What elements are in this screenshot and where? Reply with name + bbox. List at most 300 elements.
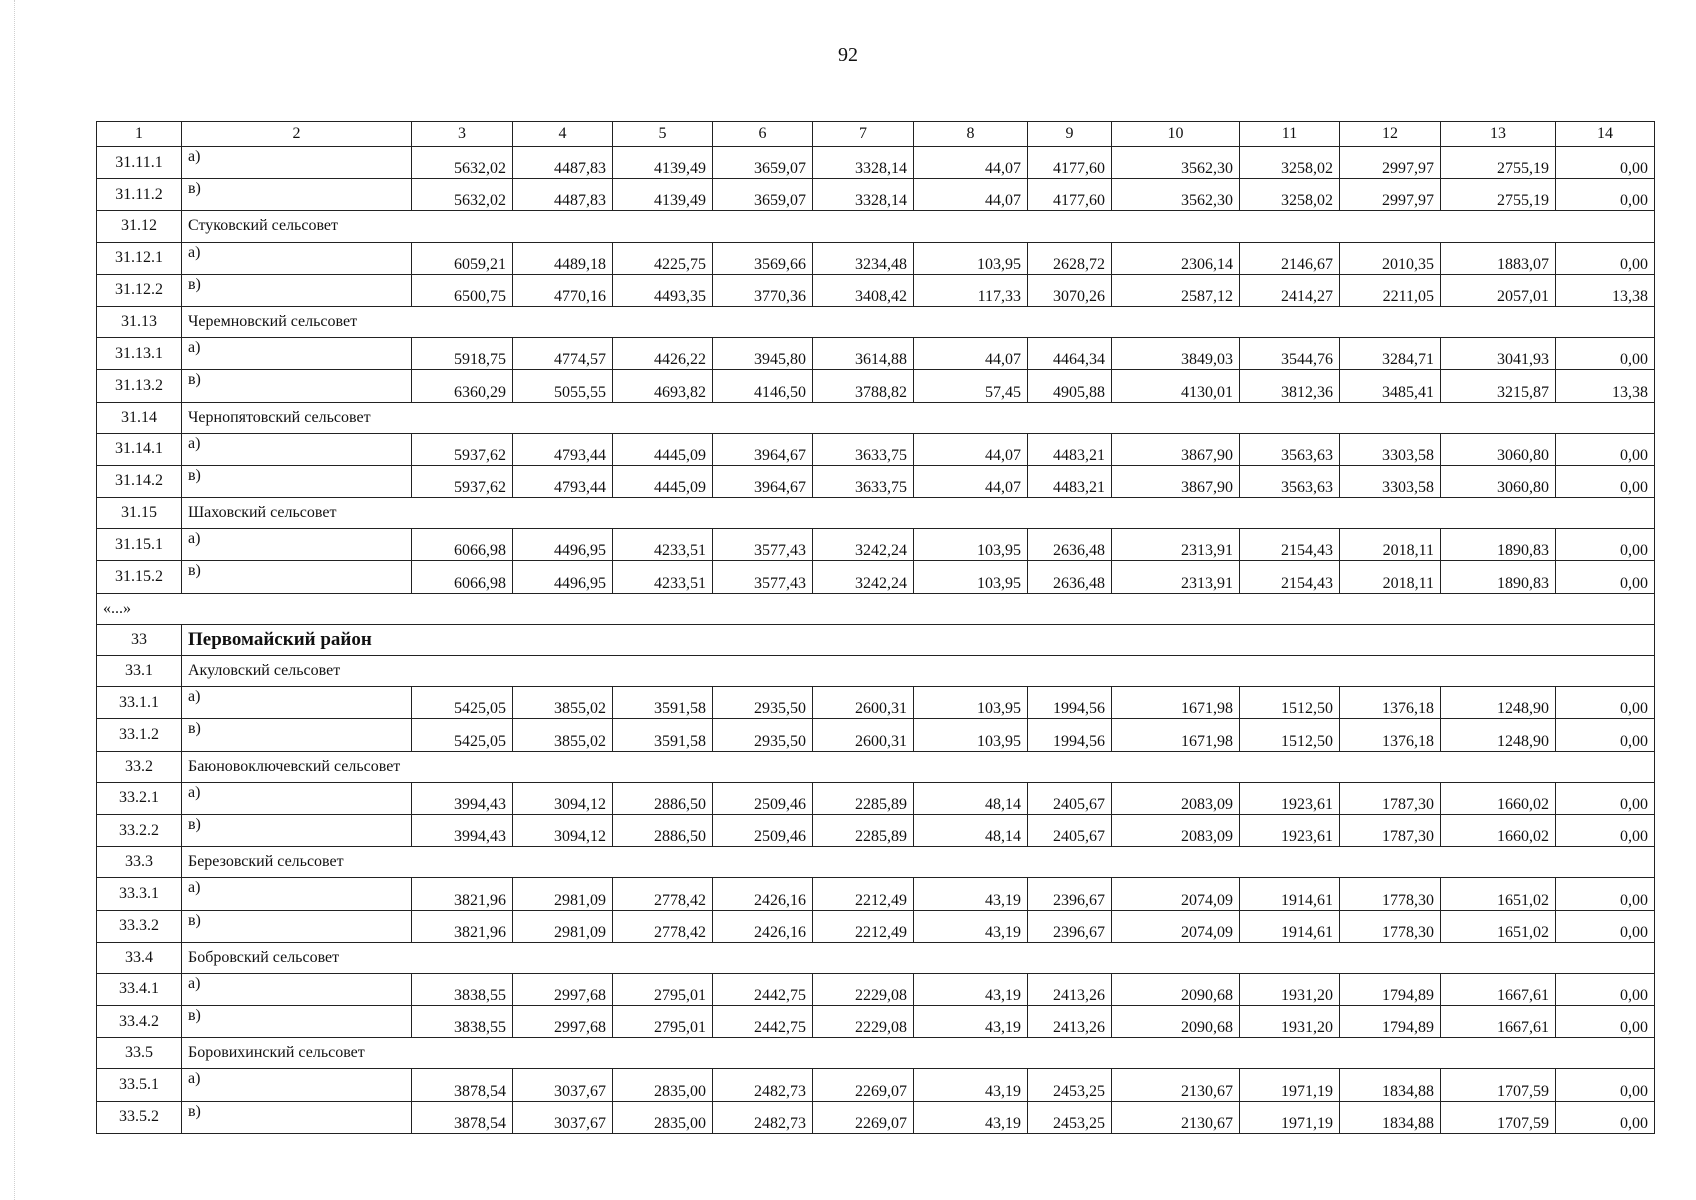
column-number-row — [97, 122, 1655, 147]
value-cell: 2426,16 — [713, 910, 813, 942]
council-code: 33.5 — [97, 1038, 182, 1069]
row-variant-label: в) — [182, 814, 412, 846]
value-cell: 3964,67 — [713, 433, 813, 465]
value-cell: 3867,90 — [1112, 433, 1240, 465]
value-cell: 4793,44 — [513, 465, 613, 497]
row-variant-label: в) — [182, 179, 412, 211]
value-cell: 3614,88 — [813, 338, 914, 370]
row-code: 33.1.2 — [97, 719, 182, 751]
value-cell: 2414,27 — [1240, 274, 1340, 306]
value-cell: 0,00 — [1556, 338, 1655, 370]
value-cell: 2083,09 — [1112, 814, 1240, 846]
value-cell: 4177,60 — [1028, 147, 1112, 179]
table-row — [97, 719, 1655, 751]
value-cell: 43,19 — [914, 1006, 1028, 1038]
council-header-row — [97, 847, 1655, 878]
value-cell: 1890,83 — [1441, 529, 1556, 561]
value-cell: 3633,75 — [813, 465, 914, 497]
table-row — [97, 338, 1655, 370]
value-cell: 4233,51 — [613, 561, 713, 593]
value-cell: 2600,31 — [813, 687, 914, 719]
value-cell: 2997,68 — [513, 973, 613, 1005]
value-cell: 2509,46 — [713, 814, 813, 846]
value-cell: 2600,31 — [813, 719, 914, 751]
value-cell: 2981,09 — [513, 878, 613, 910]
council-code: 31.12 — [97, 211, 182, 242]
value-cell: 3838,55 — [412, 1006, 513, 1038]
value-cell: 3037,67 — [513, 1069, 613, 1101]
row-code: 31.15.1 — [97, 529, 182, 561]
row-code: 31.11.2 — [97, 179, 182, 211]
value-cell: 2453,25 — [1028, 1069, 1112, 1101]
row-code: 31.15.2 — [97, 561, 182, 593]
row-code: 33.4.2 — [97, 1006, 182, 1038]
value-cell: 43,19 — [914, 1101, 1028, 1133]
value-cell: 1512,50 — [1240, 719, 1340, 751]
council-header-row — [97, 751, 1655, 782]
value-cell: 1667,61 — [1441, 973, 1556, 1005]
value-cell: 3242,24 — [813, 561, 914, 593]
value-cell: 0,00 — [1556, 147, 1655, 179]
column-number-cell: 12 — [1340, 122, 1441, 147]
value-cell: 43,19 — [914, 973, 1028, 1005]
value-cell: 1834,88 — [1340, 1101, 1441, 1133]
value-cell: 3485,41 — [1340, 370, 1441, 402]
value-cell: 1651,02 — [1441, 878, 1556, 910]
table-row — [97, 370, 1655, 402]
value-cell: 4139,49 — [613, 147, 713, 179]
value-cell: 5055,55 — [513, 370, 613, 402]
value-cell: 3788,82 — [813, 370, 914, 402]
value-cell: 2313,91 — [1112, 561, 1240, 593]
column-number-cell: 6 — [713, 122, 813, 147]
council-code: 31.15 — [97, 498, 182, 529]
omission-marker: «...» — [97, 593, 1655, 624]
row-variant-label: а) — [182, 878, 412, 910]
value-cell: 1667,61 — [1441, 1006, 1556, 1038]
value-cell: 4225,75 — [613, 242, 713, 274]
value-cell: 1914,61 — [1240, 878, 1340, 910]
value-cell: 43,19 — [914, 910, 1028, 942]
value-cell: 1794,89 — [1340, 973, 1441, 1005]
column-number-cell: 8 — [914, 122, 1028, 147]
value-cell: 43,19 — [914, 1069, 1028, 1101]
value-cell: 2130,67 — [1112, 1101, 1240, 1133]
value-cell: 3867,90 — [1112, 465, 1240, 497]
council-name: Бобровский сельсовет — [182, 942, 1655, 973]
value-cell: 1994,56 — [1028, 687, 1112, 719]
value-cell: 2405,67 — [1028, 814, 1112, 846]
value-cell: 2886,50 — [613, 814, 713, 846]
row-variant-label: а) — [182, 338, 412, 370]
row-variant-label: а) — [182, 147, 412, 179]
row-variant-label: в) — [182, 370, 412, 402]
row-code: 33.5.1 — [97, 1069, 182, 1101]
value-cell: 4233,51 — [613, 529, 713, 561]
value-cell: 0,00 — [1556, 179, 1655, 211]
value-cell: 0,00 — [1556, 242, 1655, 274]
value-cell: 4146,50 — [713, 370, 813, 402]
table-row — [97, 910, 1655, 942]
table-body — [97, 122, 1655, 1134]
council-code: 33.3 — [97, 847, 182, 878]
value-cell: 4770,16 — [513, 274, 613, 306]
council-header-row — [97, 211, 1655, 242]
value-cell: 2413,26 — [1028, 1006, 1112, 1038]
value-cell: 0,00 — [1556, 973, 1655, 1005]
row-code: 33.1.1 — [97, 687, 182, 719]
value-cell: 6066,98 — [412, 561, 513, 593]
value-cell: 2997,97 — [1340, 179, 1441, 211]
value-cell: 6059,21 — [412, 242, 513, 274]
value-cell: 13,38 — [1556, 370, 1655, 402]
row-variant-label: в) — [182, 561, 412, 593]
council-header-row — [97, 942, 1655, 973]
value-cell: 2212,49 — [813, 910, 914, 942]
value-cell: 3037,67 — [513, 1101, 613, 1133]
value-cell: 0,00 — [1556, 687, 1655, 719]
value-cell: 2229,08 — [813, 1006, 914, 1038]
council-code: 31.13 — [97, 306, 182, 337]
value-cell: 2269,07 — [813, 1069, 914, 1101]
council-name: Черемновский сельсовет — [182, 306, 1655, 337]
district-name: Первомайский район — [182, 624, 1655, 655]
value-cell: 103,95 — [914, 529, 1028, 561]
value-cell: 2413,26 — [1028, 973, 1112, 1005]
value-cell: 0,00 — [1556, 1069, 1655, 1101]
value-cell: 2795,01 — [613, 1006, 713, 1038]
value-cell: 3562,30 — [1112, 179, 1240, 211]
table-row — [97, 1006, 1655, 1038]
omission-row — [97, 593, 1655, 624]
value-cell: 3234,48 — [813, 242, 914, 274]
row-variant-label: а) — [182, 687, 412, 719]
value-cell: 2587,12 — [1112, 274, 1240, 306]
value-cell: 2074,09 — [1112, 878, 1240, 910]
value-cell: 3821,96 — [412, 878, 513, 910]
row-code: 31.12.1 — [97, 242, 182, 274]
value-cell: 5937,62 — [412, 465, 513, 497]
value-cell: 4693,82 — [613, 370, 713, 402]
council-header-row — [97, 656, 1655, 687]
value-cell: 2935,50 — [713, 687, 813, 719]
value-cell: 2636,48 — [1028, 561, 1112, 593]
value-cell: 4496,95 — [513, 561, 613, 593]
value-cell: 1994,56 — [1028, 719, 1112, 751]
value-cell: 4774,57 — [513, 338, 613, 370]
value-cell: 3303,58 — [1340, 433, 1441, 465]
value-cell: 5425,05 — [412, 719, 513, 751]
table-row — [97, 973, 1655, 1005]
value-cell: 4445,09 — [613, 433, 713, 465]
column-number-cell: 5 — [613, 122, 713, 147]
value-cell: 4496,95 — [513, 529, 613, 561]
value-cell: 2146,67 — [1240, 242, 1340, 274]
row-code: 33.3.2 — [97, 910, 182, 942]
value-cell: 44,07 — [914, 338, 1028, 370]
row-code: 31.13.2 — [97, 370, 182, 402]
council-header-row — [97, 306, 1655, 337]
value-cell: 2269,07 — [813, 1101, 914, 1133]
table-row — [97, 814, 1655, 846]
value-cell: 3094,12 — [513, 814, 613, 846]
value-cell: 3994,43 — [412, 782, 513, 814]
value-cell: 1707,59 — [1441, 1101, 1556, 1133]
value-cell: 2442,75 — [713, 973, 813, 1005]
row-variant-label: в) — [182, 1006, 412, 1038]
value-cell: 2935,50 — [713, 719, 813, 751]
value-cell: 1376,18 — [1340, 719, 1441, 751]
value-cell: 1651,02 — [1441, 910, 1556, 942]
value-cell: 3577,43 — [713, 529, 813, 561]
value-cell: 2482,73 — [713, 1101, 813, 1133]
table-row — [97, 242, 1655, 274]
table-row — [97, 529, 1655, 561]
value-cell: 1971,19 — [1240, 1101, 1340, 1133]
value-cell: 2442,75 — [713, 1006, 813, 1038]
row-variant-label: в) — [182, 465, 412, 497]
value-cell: 3633,75 — [813, 433, 914, 465]
council-name: Боровихинский сельсовет — [182, 1038, 1655, 1069]
value-cell: 5425,05 — [412, 687, 513, 719]
district-code: 33 — [97, 624, 182, 655]
value-cell: 2090,68 — [1112, 1006, 1240, 1038]
column-number-cell: 10 — [1112, 122, 1240, 147]
row-code: 33.2.1 — [97, 782, 182, 814]
value-cell: 0,00 — [1556, 561, 1655, 593]
row-variant-label: а) — [182, 433, 412, 465]
value-cell: 1914,61 — [1240, 910, 1340, 942]
row-code: 33.5.2 — [97, 1101, 182, 1133]
value-cell: 1787,30 — [1340, 782, 1441, 814]
value-cell: 1660,02 — [1441, 814, 1556, 846]
value-cell: 4487,83 — [513, 179, 613, 211]
value-cell: 2405,67 — [1028, 782, 1112, 814]
value-cell: 1890,83 — [1441, 561, 1556, 593]
value-cell: 3838,55 — [412, 973, 513, 1005]
value-cell: 3408,42 — [813, 274, 914, 306]
council-header-row — [97, 402, 1655, 433]
value-cell: 5632,02 — [412, 147, 513, 179]
value-cell: 2313,91 — [1112, 529, 1240, 561]
value-cell: 4464,34 — [1028, 338, 1112, 370]
council-name: Чернопятовский сельсовет — [182, 402, 1655, 433]
value-cell: 1248,90 — [1441, 687, 1556, 719]
value-cell: 1660,02 — [1441, 782, 1556, 814]
value-cell: 44,07 — [914, 465, 1028, 497]
value-cell: 2396,67 — [1028, 910, 1112, 942]
value-cell: 1707,59 — [1441, 1069, 1556, 1101]
value-cell: 4445,09 — [613, 465, 713, 497]
value-cell: 3878,54 — [412, 1101, 513, 1133]
value-cell: 2010,35 — [1340, 242, 1441, 274]
value-cell: 4177,60 — [1028, 179, 1112, 211]
value-cell: 1671,98 — [1112, 687, 1240, 719]
table-row — [97, 561, 1655, 593]
row-variant-label: а) — [182, 782, 412, 814]
value-cell: 2074,09 — [1112, 910, 1240, 942]
value-cell: 5918,75 — [412, 338, 513, 370]
value-cell: 48,14 — [914, 782, 1028, 814]
row-variant-label: в) — [182, 719, 412, 751]
row-code: 31.11.1 — [97, 147, 182, 179]
value-cell: 3328,14 — [813, 147, 914, 179]
council-name: Баюновоключевский сельсовет — [182, 751, 1655, 782]
value-cell: 3070,26 — [1028, 274, 1112, 306]
value-cell: 6500,75 — [412, 274, 513, 306]
table-row — [97, 878, 1655, 910]
value-cell: 2130,67 — [1112, 1069, 1240, 1101]
value-cell: 3659,07 — [713, 147, 813, 179]
value-cell: 2835,00 — [613, 1069, 713, 1101]
value-cell: 3849,03 — [1112, 338, 1240, 370]
value-cell: 2285,89 — [813, 782, 914, 814]
value-cell: 1923,61 — [1240, 782, 1340, 814]
value-cell: 4493,35 — [613, 274, 713, 306]
value-cell: 3855,02 — [513, 687, 613, 719]
value-cell: 3215,87 — [1441, 370, 1556, 402]
value-cell: 3569,66 — [713, 242, 813, 274]
value-cell: 2285,89 — [813, 814, 914, 846]
value-cell: 2509,46 — [713, 782, 813, 814]
value-cell: 2154,43 — [1240, 561, 1340, 593]
value-cell: 1923,61 — [1240, 814, 1340, 846]
value-cell: 2997,68 — [513, 1006, 613, 1038]
value-cell: 1931,20 — [1240, 973, 1340, 1005]
table-row — [97, 782, 1655, 814]
value-cell: 2306,14 — [1112, 242, 1240, 274]
value-cell: 3659,07 — [713, 179, 813, 211]
value-cell: 44,07 — [914, 179, 1028, 211]
council-code: 33.4 — [97, 942, 182, 973]
scan-edge-line — [14, 0, 15, 1200]
row-variant-label: в) — [182, 1101, 412, 1133]
value-cell: 0,00 — [1556, 814, 1655, 846]
row-code: 33.3.1 — [97, 878, 182, 910]
council-name: Стуковский сельсовет — [182, 211, 1655, 242]
value-cell: 0,00 — [1556, 529, 1655, 561]
value-cell: 1778,30 — [1340, 910, 1441, 942]
value-cell: 0,00 — [1556, 910, 1655, 942]
value-cell: 3821,96 — [412, 910, 513, 942]
value-cell: 2453,25 — [1028, 1101, 1112, 1133]
value-cell: 1834,88 — [1340, 1069, 1441, 1101]
value-cell: 2778,42 — [613, 878, 713, 910]
value-cell: 48,14 — [914, 814, 1028, 846]
value-cell: 2997,97 — [1340, 147, 1441, 179]
row-variant-label: а) — [182, 529, 412, 561]
value-cell: 2426,16 — [713, 878, 813, 910]
value-cell: 3994,43 — [412, 814, 513, 846]
value-cell: 3878,54 — [412, 1069, 513, 1101]
value-cell: 1778,30 — [1340, 878, 1441, 910]
value-cell: 6066,98 — [412, 529, 513, 561]
column-number-cell: 7 — [813, 122, 914, 147]
value-cell: 1883,07 — [1441, 242, 1556, 274]
table-row — [97, 465, 1655, 497]
value-cell: 4483,21 — [1028, 433, 1112, 465]
column-number-cell: 3 — [412, 122, 513, 147]
council-name: Березовский сельсовет — [182, 847, 1655, 878]
value-cell: 3812,36 — [1240, 370, 1340, 402]
row-code: 31.13.1 — [97, 338, 182, 370]
value-cell: 1931,20 — [1240, 1006, 1340, 1038]
table-row — [97, 274, 1655, 306]
value-cell: 44,07 — [914, 433, 1028, 465]
value-cell: 2212,49 — [813, 878, 914, 910]
value-cell: 1971,19 — [1240, 1069, 1340, 1101]
value-cell: 6360,29 — [412, 370, 513, 402]
value-cell: 5937,62 — [412, 433, 513, 465]
council-header-row — [97, 498, 1655, 529]
value-cell: 2755,19 — [1441, 147, 1556, 179]
value-cell: 3060,80 — [1441, 465, 1556, 497]
table-row — [97, 433, 1655, 465]
value-cell: 3591,58 — [613, 687, 713, 719]
value-cell: 3284,71 — [1340, 338, 1441, 370]
value-cell: 5632,02 — [412, 179, 513, 211]
row-code: 33.2.2 — [97, 814, 182, 846]
table-row — [97, 687, 1655, 719]
value-cell: 1376,18 — [1340, 687, 1441, 719]
value-cell: 2090,68 — [1112, 973, 1240, 1005]
value-cell: 2083,09 — [1112, 782, 1240, 814]
value-cell: 4130,01 — [1112, 370, 1240, 402]
value-cell: 103,95 — [914, 687, 1028, 719]
value-cell: 4487,83 — [513, 147, 613, 179]
value-cell: 3258,02 — [1240, 179, 1340, 211]
value-cell: 0,00 — [1556, 433, 1655, 465]
value-cell: 2154,43 — [1240, 529, 1340, 561]
value-cell: 2018,11 — [1340, 561, 1441, 593]
council-header-row — [97, 1038, 1655, 1069]
value-cell: 2886,50 — [613, 782, 713, 814]
row-code: 33.4.1 — [97, 973, 182, 1005]
value-cell: 3242,24 — [813, 529, 914, 561]
value-cell: 2981,09 — [513, 910, 613, 942]
value-cell: 2018,11 — [1340, 529, 1441, 561]
table-row — [97, 179, 1655, 211]
row-variant-label: а) — [182, 1069, 412, 1101]
row-variant-label: а) — [182, 973, 412, 1005]
tariff-table — [96, 121, 1655, 1134]
council-name: Акуловский сельсовет — [182, 656, 1655, 687]
value-cell: 4489,18 — [513, 242, 613, 274]
council-code: 33.1 — [97, 656, 182, 687]
value-cell: 3964,67 — [713, 465, 813, 497]
value-cell: 4139,49 — [613, 179, 713, 211]
value-cell: 3563,63 — [1240, 433, 1340, 465]
value-cell: 3328,14 — [813, 179, 914, 211]
value-cell: 2628,72 — [1028, 242, 1112, 274]
value-cell: 103,95 — [914, 242, 1028, 274]
column-number-cell: 13 — [1441, 122, 1556, 147]
column-number-cell: 2 — [182, 122, 412, 147]
value-cell: 117,33 — [914, 274, 1028, 306]
value-cell: 0,00 — [1556, 878, 1655, 910]
value-cell: 3562,30 — [1112, 147, 1240, 179]
value-cell: 3303,58 — [1340, 465, 1441, 497]
value-cell: 57,45 — [914, 370, 1028, 402]
district-header-row — [97, 624, 1655, 655]
column-number-cell: 14 — [1556, 122, 1655, 147]
value-cell: 1248,90 — [1441, 719, 1556, 751]
value-cell: 4426,22 — [613, 338, 713, 370]
value-cell: 2482,73 — [713, 1069, 813, 1101]
council-code: 33.2 — [97, 751, 182, 782]
value-cell: 3258,02 — [1240, 147, 1340, 179]
value-cell: 2778,42 — [613, 910, 713, 942]
